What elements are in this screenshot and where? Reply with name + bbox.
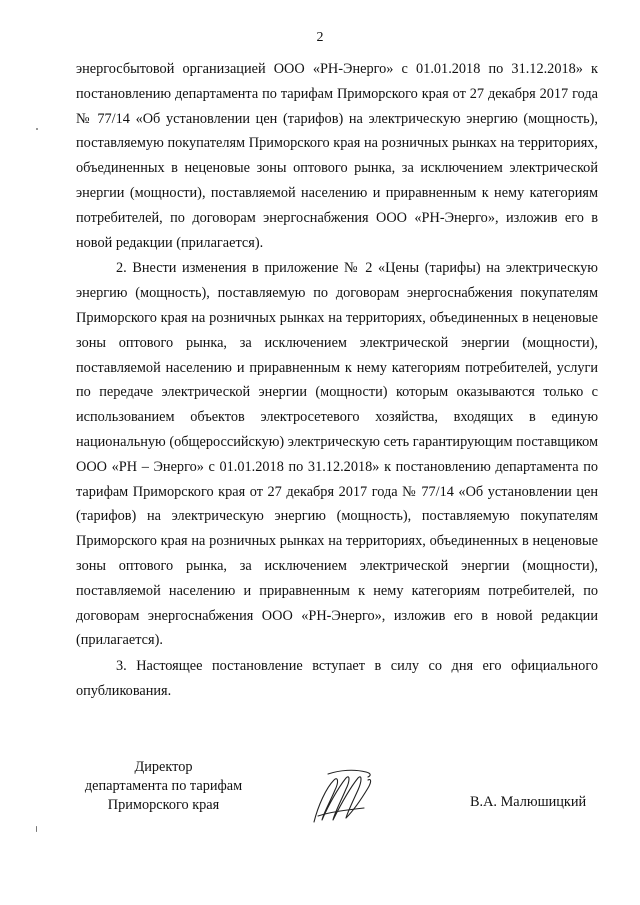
handwritten-signature [308, 766, 378, 828]
paragraph-item-3: 3. Настоящее постановление вступает в силу со дня его официального опубликования. [76, 658, 598, 699]
document-body [76, 57, 598, 704]
signatory-name: В.А. Малюшицкий [470, 794, 587, 810]
scan-speck [36, 826, 37, 832]
page-number: 2 [316, 30, 324, 45]
signatory-title-line: департамента по тарифам [84, 778, 243, 794]
scan-speck [36, 128, 38, 130]
paragraph-continuation: энергосбытовой организацией ООО «РН-Энерго» с 01.01.2018 по 31.12.2018» к постановлению департамента по тарифам Приморского края от 27 декабря 2017 года № 77/14 «Об установлении цен (тарифов) на электрическую энергию (мощность), поставляемую покупателям Приморского края на розничных рынках на территориях, объединенных в неценовые зоны оптового рынка, за исключением электрической энергии (мощности), поставляемой населению и приравненным к нему категориям потребителей, по договорам энергоснабжения ООО «РН-Энерго», изложив его в новой редакции (прилагается). [76, 61, 598, 251]
signatory-title-line: Директор [134, 759, 193, 775]
signatory-title-line: Приморского края [107, 797, 220, 813]
signatory-title [76, 758, 251, 815]
paragraph-item-2: 2. Внести изменения в приложение № 2 «Цены (тарифы) на электрическую энергию (мощность), поставляемую по договорам энергоснабжения покупателям Приморского края на розничных рынках на территориях, объединенных в неценовые зоны оптового рынка, за исключением электрической энергии (мощности), поставляемой населению и приравненным к нему категориям потребителей, услуги по передаче электрической энергии (мощности) которым оказываются только с использованием объектов электросетевого хозяйства, входящих в единую национальную (общероссийскую) электрическую сеть гарантирующим поставщиком ООО «РН – Энерго» с 01.01.2018 по 31.12.2018» к постановлению департамента по тарифам Приморского края от 27 декабря 2017 года № 77/14 «Об установлении цен (тарифов) на электрическую энергию (мощность), поставляемую покупателям Приморского края на розничных рынках на территориях, объединенных в неценовые зоны оптового рынка, за исключением электрической энергии (мощности), поставляемой населению и приравненным к нему категориям потребителей, по договорам энергоснабжения ООО «РН-Энерго», изложив его в новой редакции (прилагается). [76, 260, 598, 649]
